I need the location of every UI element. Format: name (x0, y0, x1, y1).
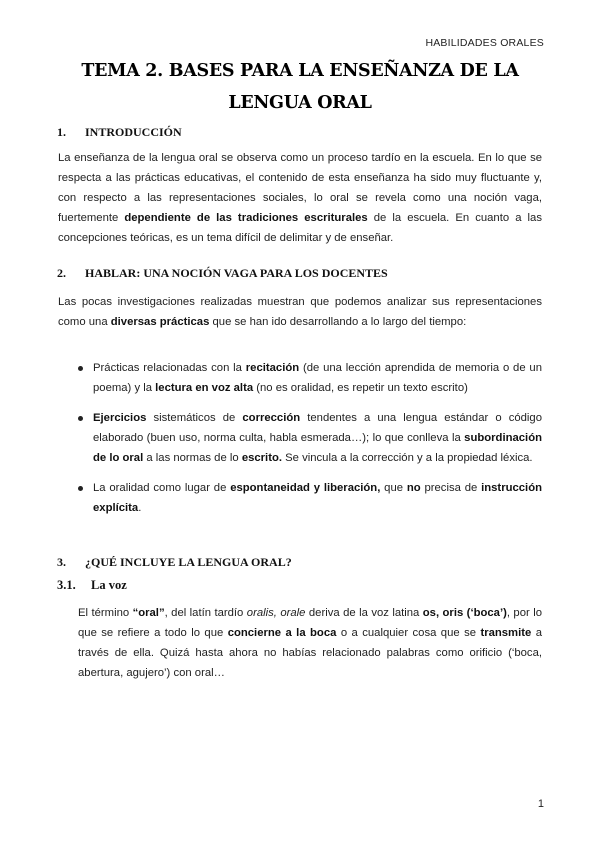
bold-run: espontaneidad y liberación, (230, 482, 381, 494)
list-item (58, 408, 542, 468)
section-title: INTRODUCCIÓN (85, 125, 182, 139)
text-run: Las pocas investigaciones realizadas muestran que podemos analizar sus representaciones como una (58, 296, 542, 328)
section-heading-hablar (57, 266, 388, 281)
bullet-icon (78, 416, 83, 421)
text-run: que se han ido desarrollando a lo largo del tiempo: (209, 316, 467, 328)
text-run: (no es oralidad, es repetir un texto escrito) (253, 382, 468, 394)
text-run: Se vincula a la corrección y a la propiedad léxica. (282, 452, 533, 464)
bold-run: Ejercicios (93, 412, 147, 424)
page-number: 1 (537, 798, 544, 810)
italic-run: oralis, orale (246, 607, 306, 619)
running-header: HABILIDADES ORALES (425, 37, 544, 49)
section-heading-introduccion (57, 125, 182, 140)
subsection-title: La voz (91, 578, 127, 592)
bold-run: recitación (245, 362, 300, 374)
bullet-icon (78, 486, 83, 491)
bold-run: concierne a la boca (227, 627, 337, 639)
text-run: tendentes a una lengua estándar o código elaborado (buen uso, norma culta, habla esmerada…); lo que conlleva la (93, 412, 543, 444)
subsection-number: 3.1. (57, 578, 76, 592)
bold-run: “oral” (132, 607, 165, 619)
bold-run: transmite (480, 627, 532, 639)
section-number: 1. (57, 125, 66, 139)
text-run: , del latín tardío (164, 607, 247, 619)
text-run: a las normas de lo (143, 452, 242, 464)
title-line-2: LENGUA ORAL (228, 93, 372, 113)
bold-run: dependiente de las tradiciones escriturales (124, 212, 368, 224)
section-title: ¿QUÉ INCLUYE LA LENGUA ORAL? (85, 555, 292, 569)
text-run: La oralidad como lugar de (93, 482, 231, 494)
section-heading-lengua-oral (57, 555, 292, 570)
list-item (58, 358, 542, 398)
text-run: deriva de la voz latina (305, 607, 423, 619)
bold-run: escrito. (241, 452, 282, 464)
text-run: o a cualquier cosa que se (336, 627, 481, 639)
document-title (40, 55, 560, 119)
text-run: (de una lección aprendida de memoria o de un poema) y la (93, 362, 542, 394)
hablar-paragraph (58, 292, 542, 332)
section-number: 2. (57, 266, 66, 280)
list-item (58, 478, 542, 518)
text-run: precisa de (420, 482, 482, 494)
bold-run: diversas prácticas (110, 316, 210, 328)
bold-run: subordinación de lo oral (93, 432, 542, 464)
bold-run: instrucción explícita (93, 482, 542, 514)
intro-paragraph (58, 148, 542, 248)
text-run: . (138, 502, 142, 514)
text-run: a través de ella. Quizá hasta ahora no habías relacionado palabras como orificio (‘boca, abertura, agujero’) con oral… (78, 627, 543, 679)
bullet-icon (78, 366, 83, 371)
voz-paragraph (78, 603, 542, 683)
bold-run: lectura en voz alta (155, 382, 254, 394)
bold-run: corrección (242, 412, 301, 424)
text-run: que (380, 482, 407, 494)
subsection-heading-voz (57, 578, 127, 593)
text-run: La enseñanza de la lengua oral se observa como un proceso tardío en la escuela. En lo que se respecta a las prácticas educativas, el contenido de esta enseñanza ha sido muy fluctuante y, con respecto a las representaciones sociales, lo oral se revela como una noción vaga, fuertemente (58, 152, 542, 224)
section-number: 3. (57, 555, 66, 569)
text-run: , por lo que se refiere a todo lo que (78, 607, 542, 639)
text-run: de la escuela. En cuanto a las concepciones teóricas, es un tema difícil de delimitar y de enseñar. (58, 212, 542, 244)
section-title: HABLAR: UNA NOCIÓN VAGA PARA LOS DOCENTES (85, 266, 388, 280)
text-run: Prácticas relacionadas con la (93, 362, 246, 374)
bold-run: os, oris (‘boca’) (422, 607, 507, 619)
bold-run: no (406, 482, 421, 494)
text-run: sistemáticos de (146, 412, 243, 424)
practices-list (58, 358, 542, 518)
text-run: El término (78, 607, 133, 619)
title-line-1: TEMA 2. BASES PARA LA ENSEÑANZA DE LA (81, 61, 519, 81)
